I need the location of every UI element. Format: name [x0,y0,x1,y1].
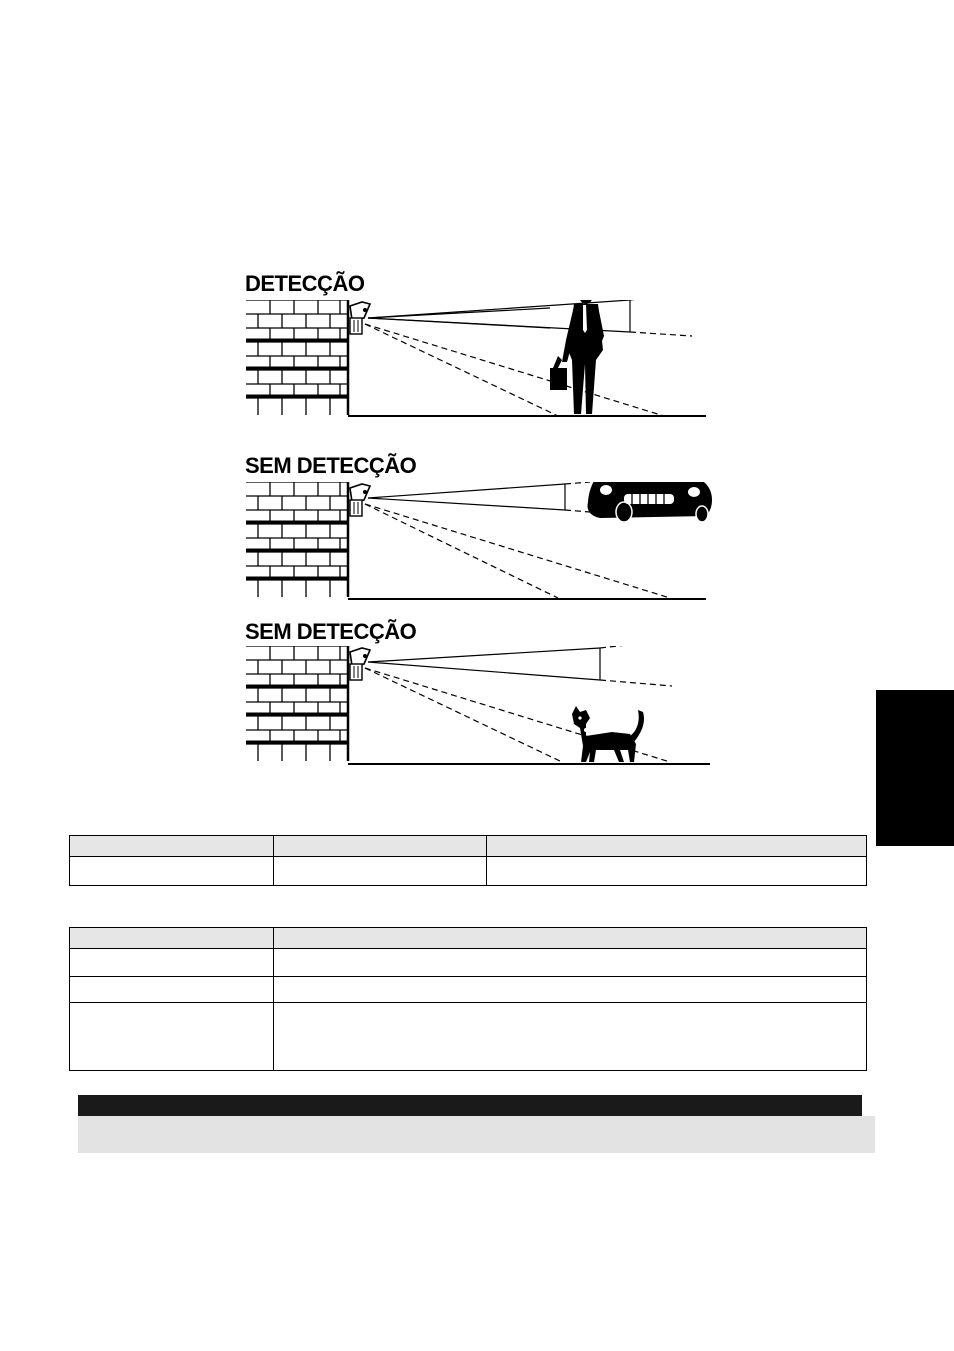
table-header-row [70,928,867,949]
table-cell [274,977,867,1003]
table-header-cell [70,836,274,857]
table-cell [487,857,867,886]
table-cell [70,977,274,1003]
dog-icon [572,706,644,762]
scene-no-detection-dog [240,620,720,768]
table-cell [274,857,487,886]
table-header-cell [274,836,487,857]
table-row [70,949,867,977]
table-cell [70,949,274,977]
table-row [70,977,867,1003]
table-cell [70,1003,274,1071]
scene-title: SEM DETECÇÃO [245,619,417,644]
note-header-bar [78,1095,862,1116]
scene-detection [240,272,720,420]
scene-title: DETECÇÃO [245,271,365,296]
table-header-cell [487,836,867,857]
car-icon [588,482,713,522]
table-cell [274,1003,867,1071]
detection-diagram [240,300,720,420]
spec-table-1 [69,835,867,886]
table-cell [274,949,867,977]
note-body [78,1116,875,1153]
section-index-tab [876,690,954,846]
person-icon [550,300,604,414]
no-detection-car-diagram [240,482,720,604]
table-cell [70,857,274,886]
table-header-cell [274,928,867,949]
scene-title: SEM DETECÇÃO [245,453,417,478]
spec-table-2 [69,927,867,1071]
table-row [70,1003,867,1071]
table-header-row [70,836,867,857]
table-row [70,857,867,886]
no-detection-dog-diagram [240,646,720,766]
scene-no-detection-car [240,454,720,604]
table-header-cell [70,928,274,949]
